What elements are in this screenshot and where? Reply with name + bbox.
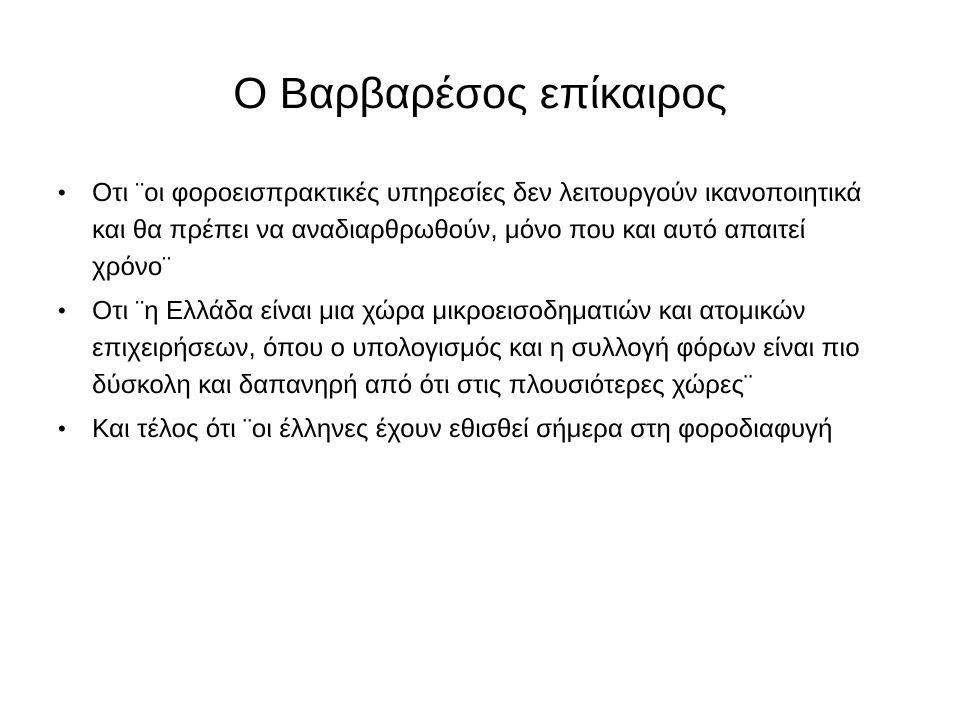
bullet-point-icon: • <box>58 416 66 441</box>
bullet-item <box>56 174 876 285</box>
slide-title: Ο Βαρβαρέσος επίκαιρος <box>233 69 727 118</box>
bullet-point-icon: • <box>58 180 66 205</box>
bullet-list <box>56 174 876 454</box>
bullet-point-icon: • <box>58 298 66 323</box>
bullet-item <box>56 292 876 403</box>
bullet-text: Οτι ¨οι φοροεισπρακτικές υπηρεσίες δεν λειτουργούν ικανοποιητικά και θα πρέπει να αναδιαρθρωθούν, μόνο που και αυτό απαιτεί χρόνο¨ <box>92 177 862 281</box>
bullet-text: Και τέλος ότι ¨οι έλληνες έχουν εθισθεί σήμερα στη φοροδιαφυγή <box>92 413 833 443</box>
bullet-item <box>56 410 876 447</box>
bullet-text: Οτι ¨η Ελλάδα είναι μια χώρα μικροεισοδηματιών και ατομικών επιχειρήσεων, όπου ο υπολογισμός και η συλλογή φόρων είναι πιο δύσκολη και δαπανηρή από ότι στις πλουσιότερες χώρες¨ <box>92 295 860 399</box>
